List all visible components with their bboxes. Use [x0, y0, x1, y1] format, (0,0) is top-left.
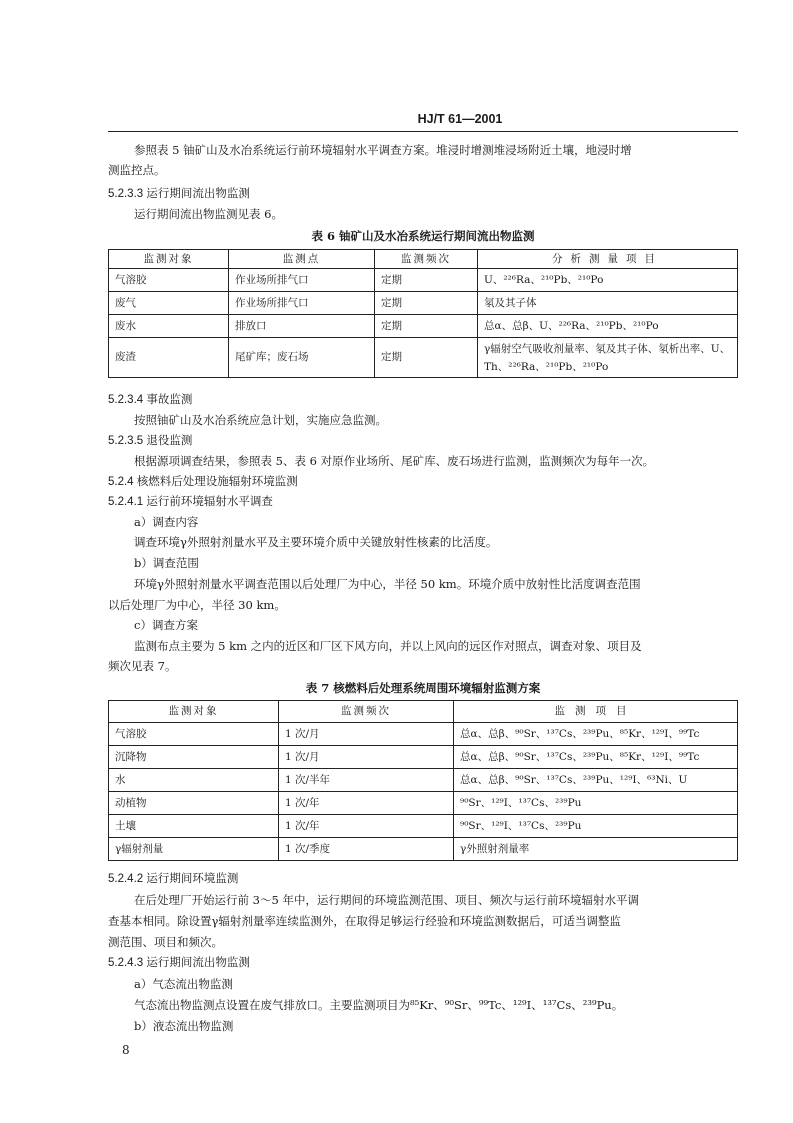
table-cell: ⁹⁰Sr、¹²⁹I、¹³⁷Cs、²³⁹Pu: [454, 815, 738, 838]
table-row: [109, 746, 738, 769]
paragraph-line: 环境γ外照射剂量水平调查范围以后处理厂为中心，半径 50 km。环境介质中放射性比活度调查范围: [134, 577, 641, 591]
table-7-caption: 表 7 核燃料后处理系统周围环境辐射监测方案: [305, 681, 541, 695]
list-item-heading: c）调查方案: [134, 618, 198, 632]
table-row: [109, 269, 738, 292]
paragraph-line: 测范围、项目和频次。: [108, 935, 223, 949]
table-cell: 总α、总β、⁹⁰Sr、¹³⁷Cs、²³⁹Pu、⁸⁵Kr、¹²⁹I、⁹⁹Tc: [454, 746, 738, 769]
list-item-heading: a）气态流出物监测: [134, 977, 233, 991]
table-row: [109, 338, 738, 378]
paragraph-line: 监测布点主要为 5 km 之内的近区和厂区下风方向，并以上风向的远区作对照点，调查对象、项目及: [134, 639, 642, 653]
table-row: [109, 769, 738, 792]
column-header: 分析测量项目: [478, 250, 738, 269]
table-cell: 废气: [109, 292, 229, 315]
table-row: [109, 723, 738, 746]
header-rule: [108, 131, 738, 132]
table-row: [109, 815, 738, 838]
standard-code: HJ/T 61—2001: [417, 112, 503, 126]
table-cell: 1 次/半年: [279, 769, 454, 792]
table-cell: 氡及其子体: [478, 292, 738, 315]
table-cell: 废渣: [109, 338, 229, 378]
paragraph-line: 根据源项调查结果，参照表 5、表 6 对原作业场所、尾矿库、废石场进行监测，监测频次为每年一次。: [134, 454, 655, 468]
section-heading: 5.2.4.3 运行期间流出物监测: [108, 957, 250, 969]
table-cell: 动植物: [109, 792, 279, 815]
paragraph-line: 频次见表 7。: [108, 659, 177, 673]
paragraph-line: 按照铀矿山及水冶系统应急计划，实施应急监测。: [134, 413, 387, 427]
table-cell: U、²²⁶Ra、²¹⁰Pb、²¹⁰Po: [478, 269, 738, 292]
table-6: [108, 249, 738, 378]
page-number: 8: [122, 1043, 130, 1057]
table-row: [109, 315, 738, 338]
column-header: 监测对象: [109, 701, 279, 723]
table-cell: 定期: [375, 338, 478, 378]
column-header: 监测频次: [375, 250, 478, 269]
section-heading: 5.2.3.4 事故监测: [108, 394, 193, 406]
table-cell: 水: [109, 769, 279, 792]
table-cell: 作业场所排气口: [229, 292, 375, 315]
column-header: 监测频次: [279, 701, 454, 723]
table-cell: 总α、总β、⁹⁰Sr、¹³⁷Cs、²³⁹Pu、⁸⁵Kr、¹²⁹I、⁹⁹Tc: [454, 723, 738, 746]
table-header-row: [109, 250, 738, 269]
paragraph-line: 以后处理厂为中心，半径 30 km。: [108, 598, 286, 612]
table-cell: 总α、总β、U、²²⁶Ra、²¹⁰Pb、²¹⁰Po: [478, 315, 738, 338]
section-heading: 5.2.4.2 运行期间环境监测: [108, 873, 239, 885]
table-cell: 废水: [109, 315, 229, 338]
table-cell: 1 次/年: [279, 792, 454, 815]
list-item-heading: a）调查内容: [134, 515, 199, 529]
table-cell: 土壤: [109, 815, 279, 838]
paragraph-line: 气态流出物监测点设置在废气排放口。主要监测项目为⁸⁵Kr、⁹⁰Sr、⁹⁹Tc、¹²⁹I、¹³⁷Cs、²³⁹Pu。: [134, 998, 624, 1012]
table-7: [108, 700, 738, 861]
table-cell: γ外照射剂量率: [454, 838, 738, 861]
column-header: 监测点: [229, 250, 375, 269]
table-row: [109, 792, 738, 815]
paragraph-line: 调查环境γ外照射剂量水平及主要环境介质中关键放射性核素的比活度。: [134, 535, 498, 549]
paragraph-line: 运行期间流出物监测见表 6。: [134, 207, 283, 221]
table-header-row: [109, 701, 738, 723]
section-heading: 5.2.3.3 运行期间流出物监测: [108, 188, 250, 200]
section-heading: 5.2.4.1 运行前环境辐射水平调查: [108, 496, 273, 508]
section-heading: 5.2.3.5 退役监测: [108, 435, 193, 447]
section-heading: 5.2.4 核燃料后处理设施辐射环境监测: [108, 476, 298, 488]
list-item-heading: b）调查范围: [134, 556, 199, 570]
paragraph-line: 参照表 5 铀矿山及水冶系统运行前环境辐射水平调查方案。堆浸时增测堆浸场附近土壤，地浸时增: [134, 143, 632, 157]
table-row: [109, 838, 738, 861]
table-cell: 定期: [375, 269, 478, 292]
list-item-heading: b）液态流出物监测: [134, 1019, 234, 1033]
table-cell: γ辐射剂量: [109, 838, 279, 861]
column-header: 监测对象: [109, 250, 229, 269]
table-cell: 作业场所排气口: [229, 269, 375, 292]
table-cell: 定期: [375, 292, 478, 315]
table-cell: 尾矿库；废石场: [229, 338, 375, 378]
paragraph-line: 在后处理厂开始运行前 3～5 年中，运行期间的环境监测范围、项目、频次与运行前环境辐射水平调: [134, 893, 639, 907]
table-cell: 1 次/月: [279, 723, 454, 746]
paragraph-line: 查基本相同。除设置γ辐射剂量率连续监测外，在取得足够运行经验和环境监测数据后，可适当调整监: [108, 914, 621, 928]
table-cell: 1 次/年: [279, 815, 454, 838]
table-6-caption: 表 6 铀矿山及水冶系统运行期间流出物监测: [311, 229, 535, 243]
table-cell: 沉降物: [109, 746, 279, 769]
table-cell: ⁹⁰Sr、¹²⁹I、¹³⁷Cs、²³⁹Pu: [454, 792, 738, 815]
table-cell: 定期: [375, 315, 478, 338]
table-cell: 气溶胶: [109, 269, 229, 292]
table-cell: 总α、总β、⁹⁰Sr、¹³⁷Cs、²³⁹Pu、¹²⁹I、⁶³Ni、U: [454, 769, 738, 792]
table-cell: 1 次/月: [279, 746, 454, 769]
table-row: [109, 292, 738, 315]
paragraph-line: 测监控点。: [108, 163, 166, 177]
table-cell: 气溶胶: [109, 723, 279, 746]
table-cell: γ辐射空气吸收剂量率、氡及其子体、氡析出率、U、Th、²²⁶Ra、²¹⁰Pb、²¹⁰Po: [478, 338, 738, 378]
column-header: 监测项目: [454, 701, 738, 723]
table-cell: 1 次/季度: [279, 838, 454, 861]
table-cell: 排放口: [229, 315, 375, 338]
